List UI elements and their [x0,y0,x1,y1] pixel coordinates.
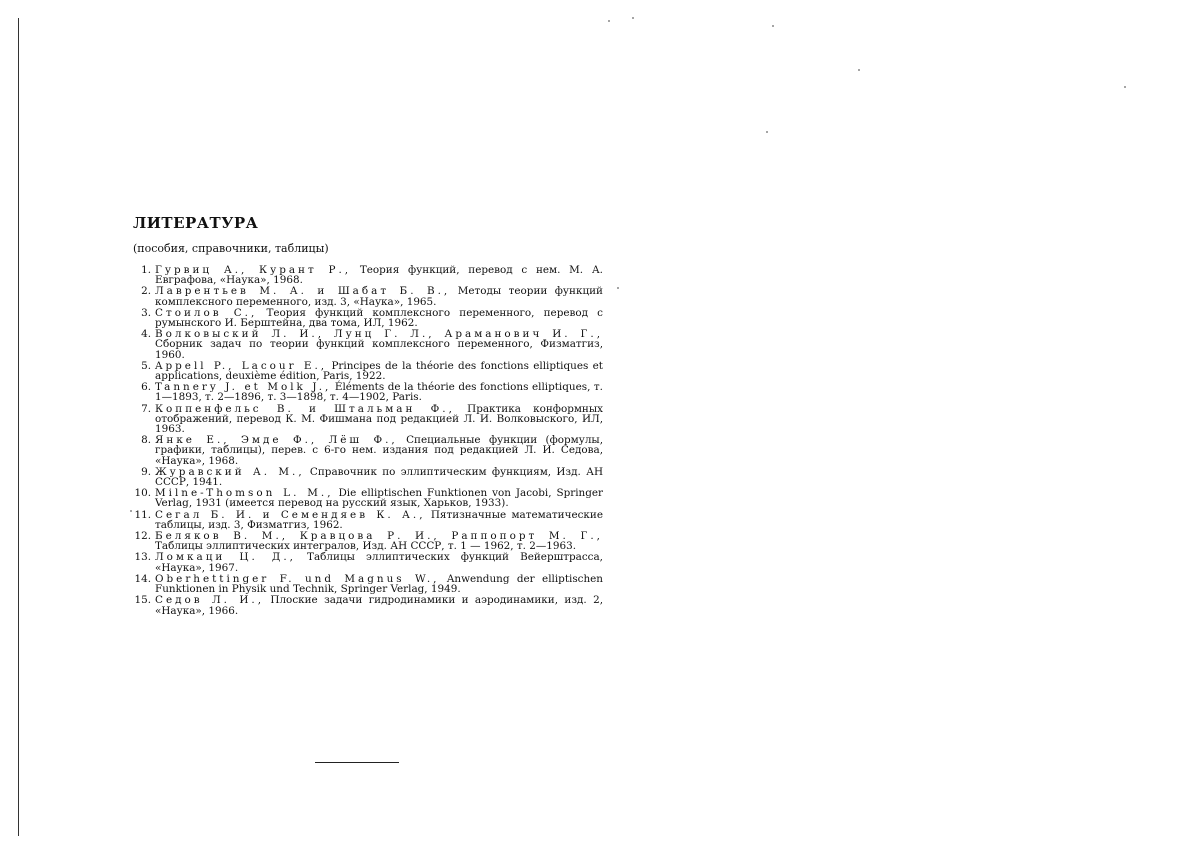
reference-item [133,265,603,285]
reference-authors: Янке Е., Эмде Ф., Лёш Ф., [155,434,398,447]
reference-authors: Milne-Thomson L. M., [155,487,334,500]
reference-item [133,286,603,306]
reference-text: Principes de la théorie des fonctions elliptiques et applications, deuxième édition, Paris, 1922. [155,359,603,383]
reference-authors: Tannery J. et Molk J., [155,381,332,394]
reference-text: Пятизначные математические таблицы, изд. 3, Физматгиз, 1962. [155,508,603,531]
reference-text: Практика конформных отображений, перевод К. М. Фишмана под редакцией Л. И. Волковыского, ИЛ, 1963. [155,402,603,436]
reference-item [133,382,603,402]
scan-speck [617,287,619,289]
reference-authors: Беляков В. М., Кравцова Р. И., Раппопорт М. Г., [155,530,603,543]
scan-speck [766,131,768,133]
reference-text: Die elliptischen Funktionen von Jacobi, Springer Verlag, 1931 (имеется перевод на русский язык, Харьков, 1933). [155,487,603,510]
reference-number: 13. [134,551,151,564]
reference-number: 12. [134,530,151,543]
scan-speck [772,25,774,27]
reference-text: Справочник по эллиптическим функциям, Изд. АН СССР, 1941. [155,465,604,489]
reference-authors: Oberhettinger F. und Magnus W., [155,572,440,585]
scan-speck [632,17,634,19]
reference-item [133,308,603,328]
reference-text: Таблицы эллиптических интегралов, Изд. АН СССР, т. 1 — 1962, т. 2—1963. [155,540,577,553]
reference-authors: Сегал Б. И. и Семендяев К. А., [155,508,426,521]
reference-item [133,404,603,435]
reference-text: Специальные функции (формулы, графики, таблицы), перев. с 6-го нем. издания под редакцией Л. И. Седова, «Наука», 1968. [155,434,604,467]
reference-text: Éléments de la théorie des fonctions elliptiques, т. 1—1893, т. 2—1896, т. 3—1898, т. 4—1902, Paris. [155,381,603,404]
reference-text: Сборник задач по теории функций комплексного переменного, Физматгиз, 1960. [155,338,603,361]
page-subtitle: (пособия, справочники, таблицы) [133,242,329,255]
reference-text: Теория функций, перевод с нем. М. А. Евграфова, «Наука», 1968. [155,264,603,287]
reference-item [133,595,603,615]
reference-number: 9. [141,465,151,478]
reference-item [133,329,603,360]
reference-number: 7. [141,402,151,415]
reference-number: 6. [141,381,151,394]
reference-authors: Ломкаци Ц. Д., [155,551,296,564]
reference-list [133,265,603,616]
reference-number: 10. [134,487,151,500]
reference-text: Методы теории функций комплексного переменного, изд. 3, «Наука», 1965. [155,285,603,308]
reference-item [133,435,603,466]
reference-item [133,574,603,594]
reference-text: Anwendung der elliptischen Funktionen in Physik und Technik, Springer Verlag, 1949. [155,572,604,596]
reference-number: 15. [134,594,151,607]
bibliography-page [133,214,603,617]
reference-authors: Журавский А. М., [155,465,305,478]
reference-authors: Седов Л. И., [155,594,265,607]
reference-item [133,488,603,508]
reference-item [133,531,603,551]
scan-speck [608,20,610,22]
reference-authors: Лаврентьев М. А. и Шабат Б. В., [155,285,451,298]
reference-text: Теория функций комплексного переменного, перевод с румынского И. Берштейна, два тома, ИЛ, 1962. [155,306,603,330]
reference-number: 11. [134,508,151,521]
end-rule [315,762,399,763]
reference-authors: Гурвиц А., Курант Р., [155,264,352,276]
reference-text: Плоские задачи гидродинамики и аэродинамики, изд. 2, «Наука», 1966. [155,594,603,617]
page-title: ЛИТЕРАТУРА [133,214,259,232]
reference-number: 3. [141,306,151,319]
reference-number: 14. [134,572,151,585]
reference-item [133,361,603,381]
reference-authors: Волковыский Л. И., Лунц Г. Л., Араманович И. Г., [155,328,603,341]
reference-number: 4. [141,328,151,341]
reference-authors: Стоилов С., [155,306,258,319]
reference-item [133,552,603,572]
reference-number: 1. [141,264,151,276]
reference-item [133,467,603,487]
scan-left-edge-line [18,18,19,836]
reference-number: 8. [141,434,151,447]
reference-item [133,510,603,530]
reference-number: 5. [141,359,151,372]
scan-speck [130,510,132,512]
scan-speck [1124,86,1126,88]
reference-authors: Appell P., Lacour E., [155,359,328,372]
reference-authors: Коппенфельс В. и Штальман Ф., [155,402,455,415]
reference-text: Таблицы эллиптических функций Вейерштрасса, «Наука», 1967. [155,551,603,574]
reference-number: 2. [141,285,151,298]
scan-speck [858,69,860,71]
